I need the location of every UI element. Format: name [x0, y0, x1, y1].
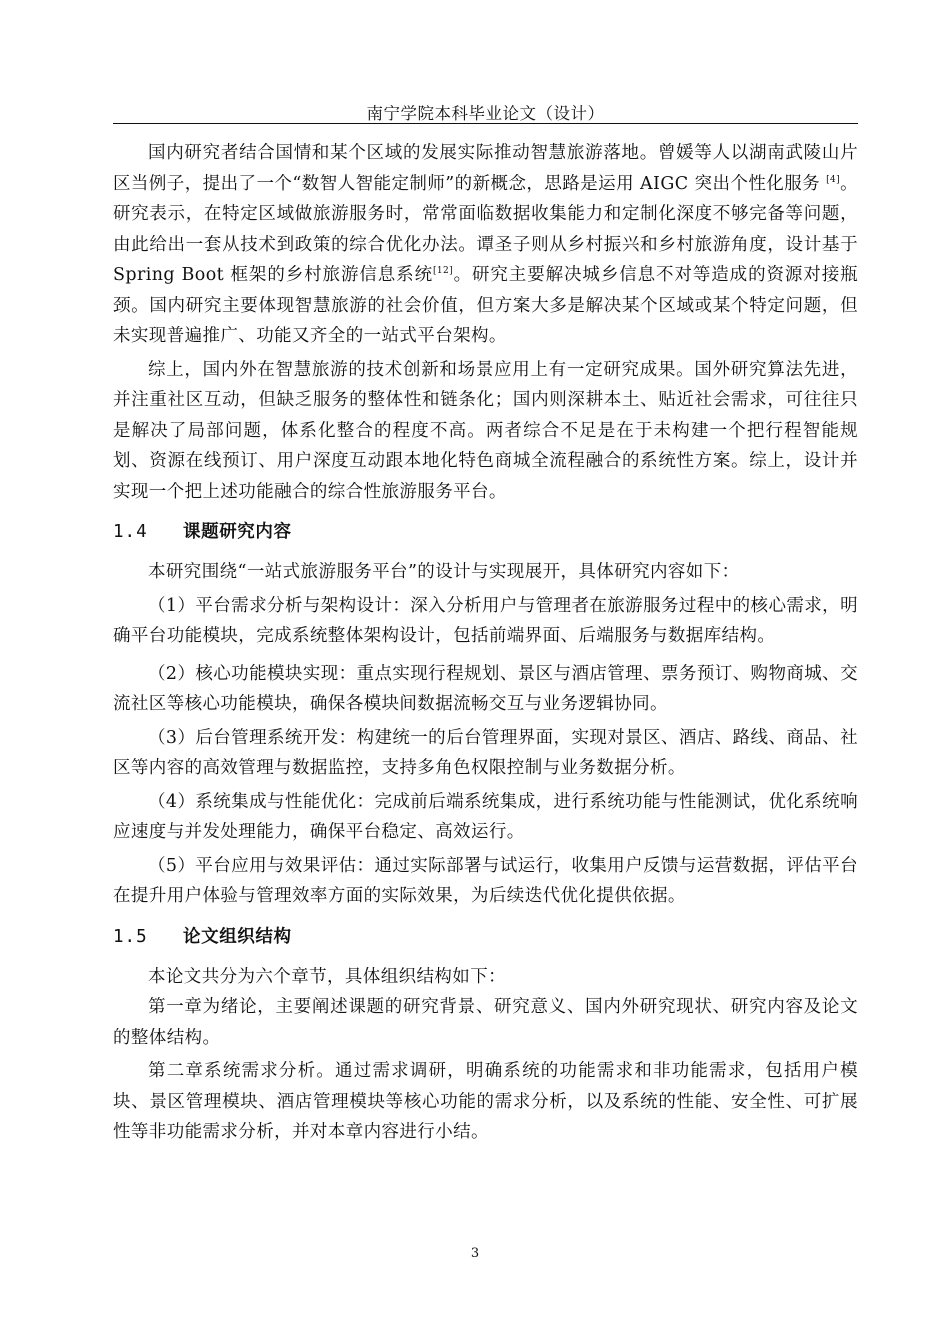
- research-item-4: （4）系统集成与性能优化：完成前后端系统集成，进行系统功能与性能测试，优化系统响应速度与并发处理能力，确保平台稳定、高效运行。: [113, 791, 858, 842]
- paragraph-text: 。研究表示，在特定区域做旅游服务时，常常面临数据收集能力和定制化深度不够完备等问题，由此给出一套从技术到政策的综合优化办法。谭圣子则从乡村振兴和乡村旅游角度，设计基于 Spring Boot 框架的乡村旅游信息系统: [113, 173, 858, 285]
- research-item-5: （5）平台应用与效果评估：通过实际部署与试运行，收集用户反馈与运营数据，评估平台在提升用户体验与管理效率方面的实际效果，为后续迭代优化提供依据。: [113, 855, 858, 906]
- section-heading-1-4: [113, 517, 858, 547]
- paragraph-intro-1-4: 本研究围绕“一站式旅游服务平台”的设计与实现展开，具体研究内容如下：: [148, 562, 740, 582]
- research-item-1: （1）平台需求分析与架构设计：深入分析用户与管理者在旅游服务过程中的核心需求，明确平台功能模块，完成系统整体架构设计，包括前端界面、后端服务与数据库结构。: [113, 595, 858, 646]
- page-body: [113, 138, 858, 1148]
- chapter-item-1: 第一章为绪论，主要阐述课题的研究背景、研究意义、国内外研究现状、研究内容及论文的整体结构。: [113, 997, 858, 1048]
- research-item-3: （3）后台管理系统开发：构建统一的后台管理界面，实现对景区、酒店、路线、商品、社区等内容的高效管理与数据监控，支持多角色权限控制与业务数据分析。: [113, 727, 858, 778]
- citation-ref: [4]: [826, 174, 841, 185]
- section-number: 1.4: [113, 522, 148, 542]
- paragraph-summary: 综上，国内外在智慧旅游的技术创新和场景应用上有一定研究成果。国外研究算法先进，并注重社区互动，但缺乏服务的整体性和链条化；国内则深耕本土、贴近社会需求，可往往只是解决了局部问题，体系化整合的程度不高。两者综合不足是在于未构建一个把行程智能规划、资源在线预订、用户深度互动跟本地化特色商城全流程融合的系统性方案。综上，设计并实现一个把上述功能融合的综合性旅游服务平台。: [113, 359, 858, 502]
- section-heading-1-5: [113, 922, 858, 952]
- page-number: 3: [470, 1246, 480, 1261]
- paragraph-text: 。研究主要解决城乡信息不对等造成的资源对接瓶颈。国内研究主要体现智慧旅游的社会价值，但方案大多是解决某个区域或某个特定问题，但未实现普遍推广、功能又齐全的一站式平台架构。: [113, 265, 858, 346]
- citation-ref: [12]: [433, 266, 454, 277]
- paragraph-domestic-research: [113, 138, 858, 352]
- section-title: 课题研究内容: [183, 522, 292, 542]
- running-header: 南宁学院本科毕业论文（设计）: [366, 104, 605, 123]
- chapter-item-2: 第二章系统需求分析。通过需求调研，明确系统的功能需求和非功能需求，包括用户模块、景区管理模块、酒店管理模块等核心功能的需求分析，以及系统的性能、安全性、可扩展性等非功能需求分析，并对本章内容进行小结。: [113, 1061, 858, 1142]
- section-number: 1.5: [113, 926, 148, 947]
- section-title: 论文组织结构: [183, 926, 292, 947]
- paragraph-text: 国内研究者结合国情和某个区域的发展实际推动智慧旅游落地。曾媛等人以湖南武陵山片区当例子，提出了一个“数智人智能定制师”的新概念，思路是运用 AIGC 突出个性化服务: [113, 143, 858, 194]
- paragraph-intro-1-5: 本论文共分为六个章节，具体组织结构如下：: [148, 966, 506, 987]
- research-item-2: （2）核心功能模块实现：重点实现行程规划、景区与酒店管理、票务预订、购物商城、交流社区等核心功能模块，确保各模块间数据流畅交互与业务逻辑协同。: [113, 663, 858, 714]
- header-rule: [113, 123, 858, 124]
